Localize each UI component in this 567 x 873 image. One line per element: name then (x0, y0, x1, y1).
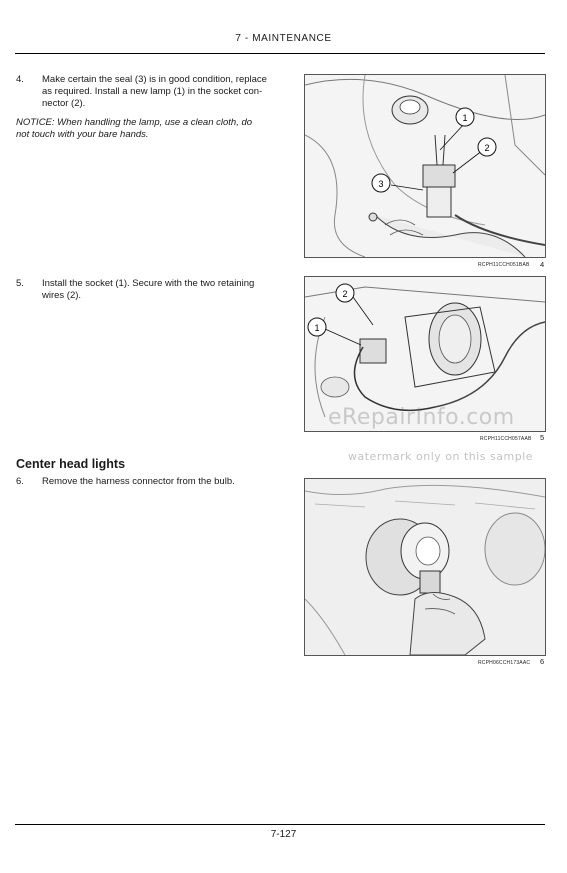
lamp-socket-drawing (305, 75, 545, 257)
step-6-number: 6. (16, 476, 24, 487)
footer-rule (15, 824, 545, 825)
step-4-line-2: as required. Install a new lamp (1) in the socket con- (42, 86, 263, 97)
step-4-number: 4. (16, 74, 24, 85)
figure-5-code: RCPH11CCH057AAB (480, 436, 532, 442)
figure-4-code: RCPH11CCH051BAB (478, 262, 530, 268)
figure-6-harness-connector-photo (304, 478, 546, 656)
svg-text:1: 1 (462, 113, 468, 123)
figure-4-callout-2 (478, 138, 496, 156)
figure-4-callout-3 (372, 174, 390, 192)
step-6-text (42, 476, 282, 488)
page-header-title: 7 - MAINTENANCE (235, 33, 332, 44)
step-5-number: 5. (16, 278, 24, 289)
figure-4-lamp-socket-illustration (304, 74, 546, 258)
step-4-line-3: nector (2). (42, 98, 86, 109)
notice-line-1: NOTICE: When handling the lamp, use a clean cloth, do (16, 117, 253, 128)
notice (16, 117, 282, 141)
header-rule (15, 53, 545, 54)
svg-text:2: 2 (484, 143, 490, 153)
figure-5-callout-2 (336, 284, 354, 302)
notice-line-2: not touch with your bare hands. (16, 129, 149, 140)
page-number: 7-127 (270, 829, 297, 840)
figure-5-number: 5 (540, 433, 545, 442)
svg-text:2: 2 (342, 289, 348, 299)
step-4-text (42, 74, 282, 110)
svg-text:3: 3 (378, 179, 384, 189)
step-4-line-1: Make certain the seal (3) is in good condition, replace (42, 74, 267, 85)
svg-text:1: 1 (314, 323, 320, 333)
figure-4-number: 4 (540, 260, 545, 269)
figure-4-callout-1 (456, 108, 474, 126)
harness-connector-drawing (305, 479, 545, 655)
watermark-note: watermark only on this sample (348, 450, 534, 463)
step-5-line-1: Install the socket (1). Secure with the two retaining (42, 278, 255, 289)
step-5-text (42, 278, 282, 302)
figure-6-code: RCPH06CCH173AAC (478, 660, 531, 666)
step-6-line-1: Remove the harness connector from the bulb. (42, 476, 235, 487)
figure-5-callout-1 (308, 318, 326, 336)
section-heading: Center head lights (16, 457, 126, 471)
step-5-line-2: wires (2). (42, 290, 82, 301)
watermark-site: eRepairInfo.com (328, 405, 515, 430)
figure-6-number: 6 (540, 657, 545, 666)
